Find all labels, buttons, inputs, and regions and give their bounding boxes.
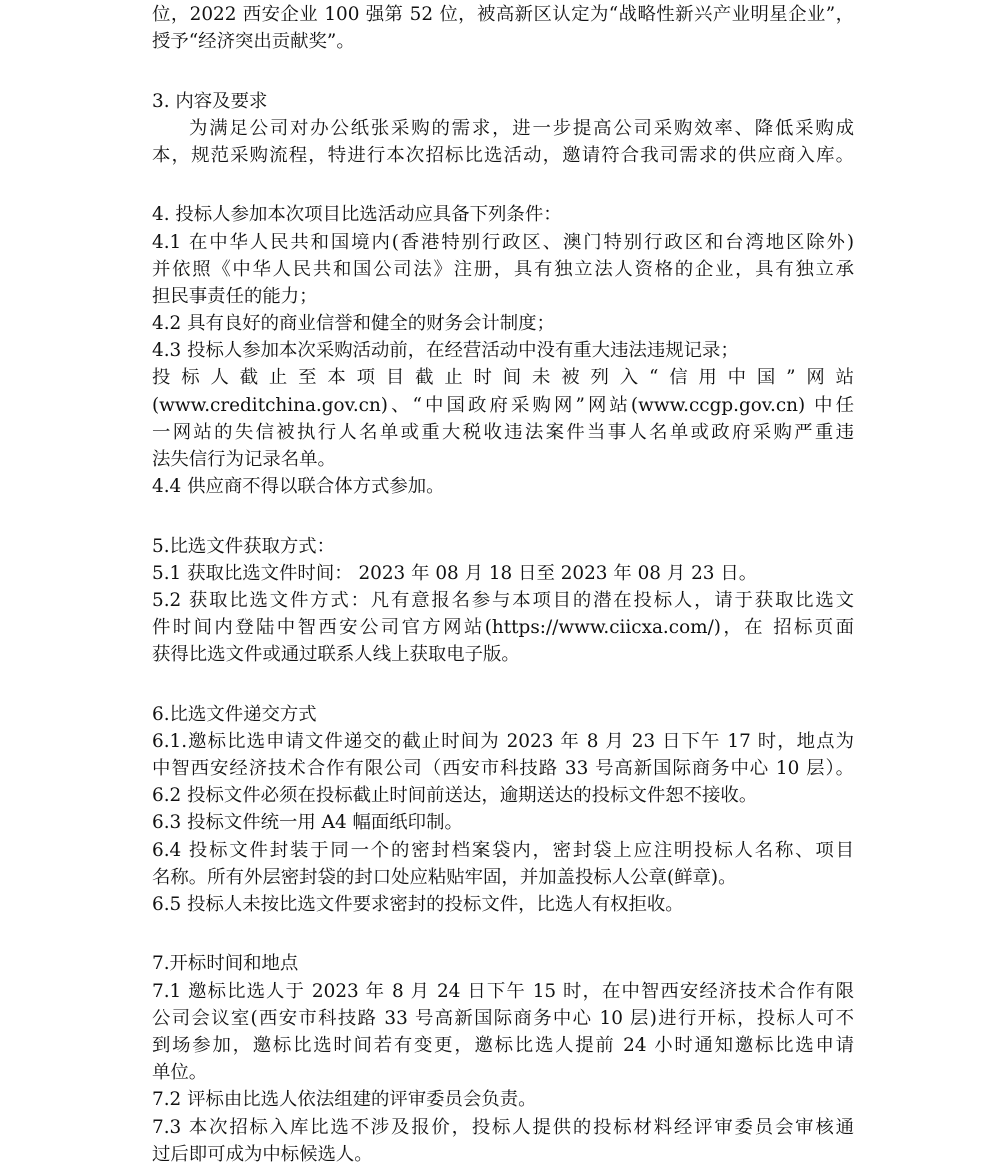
section-3-line: 为满足公司对办公纸张采购的需求，进一步提高公司采购效率、降低采购成 [189, 117, 854, 139]
section-4-heading: 4. 投标人参加本次项目比选活动应具备下列条件： [152, 204, 562, 226]
section-5-heading: 5.比选文件获取方式： [152, 535, 336, 557]
section-6-heading: 6.比选文件递交方式 [152, 703, 317, 725]
section-6-line: 名称。所有外层密封袋的封口处应粘贴牢固，并加盖投标人公章(鲜章)。 [152, 866, 737, 888]
section-7-line: 7.1 邀标比选人于 2023 年 8 月 24 日下午 15 时，在中智西安经济技术合作有限 [152, 980, 854, 1002]
section-5-line: 获得比选文件或通过联系人线上获取电子版。 [152, 644, 520, 666]
section-7-line: 到场参加，邀标比选时间若有变更，邀标比选人提前 24 小时通知邀标比选申请 [152, 1034, 854, 1056]
section-7-heading: 7.开标时间和地点 [152, 953, 299, 975]
section-7-line: 单位。 [152, 1062, 208, 1084]
section-3 [152, 88, 854, 170]
section-4-line: 法失信行为记录名单。 [152, 449, 336, 470]
section-7-line: 7.3 本次招标入库比选不涉及报价，投标人提供的投标材料经评审委员会审核通 [152, 1116, 854, 1138]
section-3-line: 本，规范采购流程，特进行本次招标比选活动，邀请符合我司需求的供应商入库。 [152, 144, 854, 166]
section-4-line: 4.2 具有良好的商业信誉和健全的财务会计制度； [152, 313, 555, 335]
section-6-line: 6.5 投标人未按比选文件要求密封的投标文件，比选人有权拒收。 [152, 894, 684, 915]
section-6-line: 6.3 投标文件统一用 A4 幅面纸印制。 [152, 812, 463, 834]
intro-line: 位，2022 西安企业 100 强第 52 位，被高新区认定为“战略性新兴产业明星企业”， [152, 4, 854, 25]
section-5 [152, 533, 854, 669]
section-5-line: 件时间内登陆中智西安公司官方网站(https://www.ciicxa.com/)，在 招标页面 [152, 617, 854, 639]
section-6-line: 6.1.邀标比选申请文件递交的截止时间为 2023 年 8 月 23 日下午 17 时，地点为 [152, 730, 854, 752]
section-5-line: 5.1 获取比选文件时间： 2023 年 08 月 18 日至 2023 年 08 月 23 日。 [152, 562, 758, 584]
document-page [152, 0, 854, 1168]
spacer [152, 169, 854, 196]
spacer [152, 669, 854, 696]
section-4-line: 4.1 在中华人民共和国境内(香港特别行政区、澳门特别行政区和台湾地区除外) [152, 231, 854, 253]
section-7 [152, 950, 854, 1168]
spacer [152, 55, 854, 82]
section-5-line: 5.2 获取比选文件方式：凡有意报名参与本项目的潜在投标人，请于获取比选文 [152, 589, 854, 611]
section-7-line: 7.2 评标由比选人依法组建的评审委员会负责。 [152, 1089, 537, 1111]
section-4-line: 担民事责任的能力； [152, 285, 318, 307]
section-6-line: 中智西安经济技术合作有限公司（西安市科技路 33 号高新国际商务中心 10 层）。 [152, 758, 854, 780]
section-4-line: 4.3 投标人参加本次采购活动前，在经营活动中没有重大违法违规记录； [152, 340, 739, 362]
section-7-line: 公司会议室(西安市科技路 33 号高新国际商务中心 10 层)进行开标，投标人可不 [152, 1007, 854, 1029]
section-6 [152, 701, 854, 919]
intro-line: 授予“经济突出贡献奖”。 [152, 31, 355, 53]
section-6-line: 6.2 投标文件必须在投标截止时间前送达，逾期送达的投标文件恕不接收。 [152, 785, 758, 807]
intro-paragraph [152, 1, 854, 55]
section-4-line: 4.4 供应商不得以联合体方式参加。 [152, 476, 445, 498]
spacer [152, 500, 854, 527]
section-4 [152, 201, 854, 500]
section-4-line: 投标人截止至本项目截止时间未被列入“信用中国”网站 [152, 367, 854, 389]
section-7-line: 过后即可成为中标候选人。 [152, 1143, 373, 1165]
section-4-line: 一网站的失信被执行人名单或重大税收违法案件当事人名单或政府采购严重违 [152, 421, 854, 443]
spacer [152, 918, 854, 945]
section-6-line: 6.4 投标文件封装于同一个的密封档案袋内，密封袋上应注明投标人名称、项目 [152, 839, 854, 861]
section-4-line: (www.creditchina.gov.cn)、“中国政府采购网”网站(www.ccgp.gov.cn) 中任 [152, 394, 854, 416]
section-3-heading: 3. 内容及要求 [152, 90, 268, 112]
section-4-line: 并依照《中华人民共和国公司法》注册，具有独立法人资格的企业，具有独立承 [152, 258, 854, 280]
